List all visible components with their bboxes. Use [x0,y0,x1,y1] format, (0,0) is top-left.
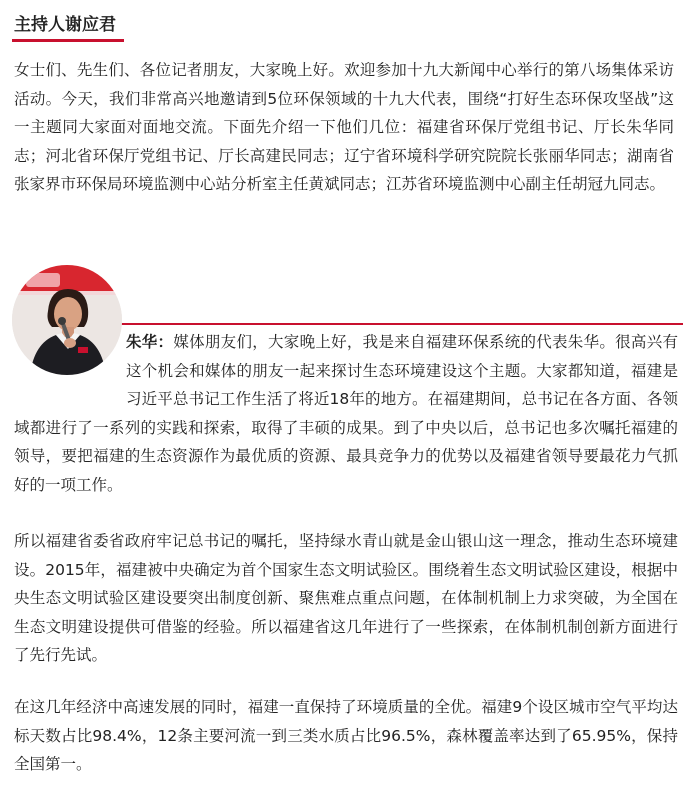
host-title: 主持人谢应君 [14,15,116,35]
speaker-speech-paragraph-1: 媒体朋友们，大家晚上好，我是来自福建环保系统的代表朱华。很高兴有这个机会和媒体的朋友一起来探讨生态环境建设这个主题。大家都知道，福建是习近平总书记工作生活了将近18年的地方。在福建期间，总书记在各方面、各领域都进行了一系列的实践和探索，取得了丰硕的成果。到了中央以后，总书记也多次嘱托福建的领导，要把福建的生态资源作为最优质的资源、最具竞争力的优势以及福建省领导要最花力气抓好的一项工作。 [14,333,678,494]
speaker-name: 朱华： [126,333,174,351]
speaker-speech-paragraph-2: 所以福建省委省政府牢记总书记的嘱托，坚持绿水青山就是金山银山这一理念，推动生态环境建设。2015年，福建被中央确定为首个国家生态文明试验区。围绕着生态文明试验区建设，根据中央生态文明试验区建设要突出制度创新、聚焦难点重点问题，在体制机制上力求突破，为全国在生态文明建设提供可借鉴的经验。所以福建省这几年进行了一些探索，在体制机制创新方面进行了先行先试。 [14,532,678,664]
speaker-speech-block [14,328,678,499]
speaker-divider [118,323,683,325]
speaker-speech-paragraph-3: 在这几年经济中高速发展的同时，福建一直保持了环境质量的全优。福建9个设区城市空气平均达标天数占比98.4%，12条主要河流一到三类水质占比96.5%，森林覆盖率达到了65.95%，保持全国第一。 [14,698,678,773]
host-header [12,6,122,40]
host-speech: 女士们、先生们、各位记者朋友，大家晚上好。欢迎参加十九大新闻中心举行的第八场集体采访活动。今天，我们非常高兴地邀请到5位环保领域的十九大代表，围绕“打好生态环保攻坚战”这一主题同大家面对面地交流。下面先介绍一下他们几位：福建省环保厅党组书记、厅长朱华同志；河北省环保厅党组书记、厅长高建民同志；辽宁省环境科学研究院院长张丽华同志；湖南省张家界市环保局环境监测中心站分析室主任黄斌同志；江苏省环境监测中心副主任胡冠九同志。 [14,61,674,193]
host-title-underline [12,39,124,42]
avatar-spacer [14,328,126,410]
